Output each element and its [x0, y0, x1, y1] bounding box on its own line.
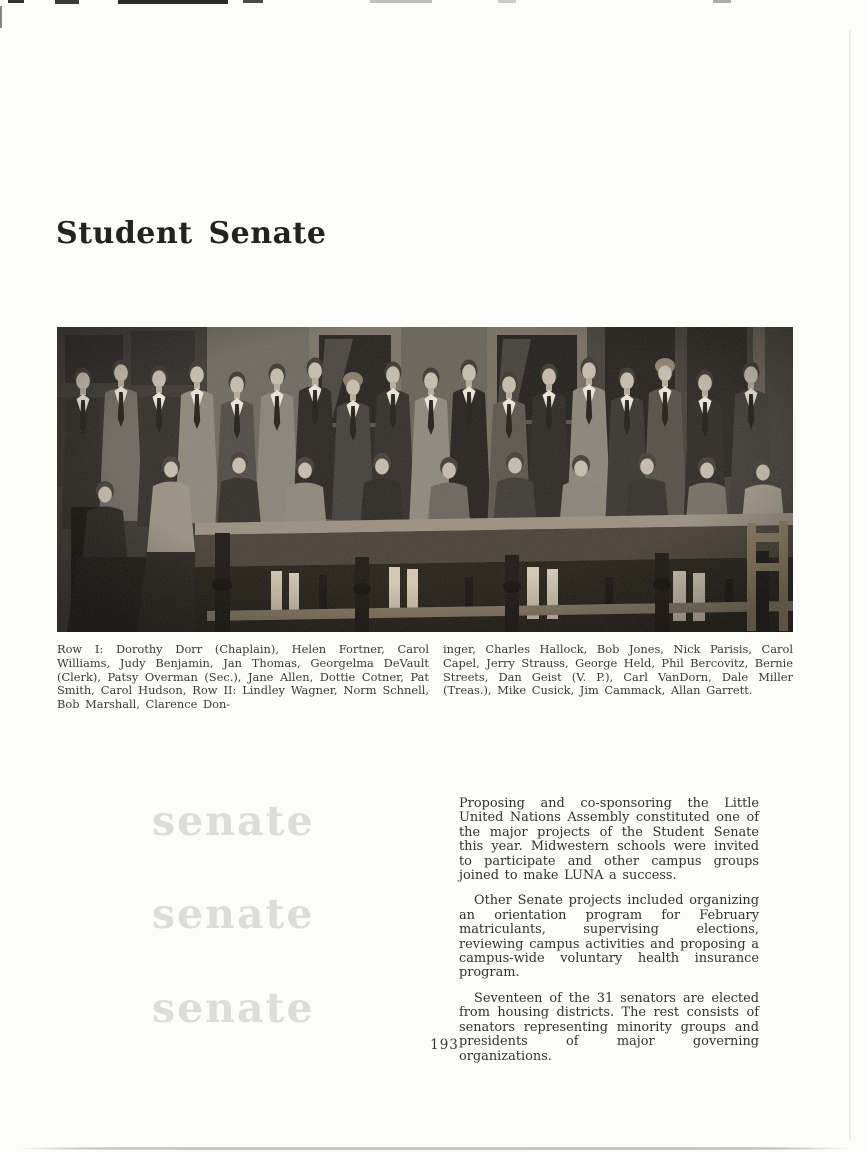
scan-artifact	[118, 0, 228, 4]
body-paragraph-senators: Seventeen of the 31 senators are elected from housing districts. The rest consists of senators representing minority groups and presidents of major governing organizations.	[459, 990, 759, 1064]
scan-artifact	[713, 0, 731, 3]
page-edge-shadow	[14, 1147, 854, 1150]
scan-artifact	[498, 0, 516, 3]
body-text-column	[459, 797, 759, 1075]
watermark-senate-1: senate	[152, 797, 315, 845]
page-number: 193	[430, 1037, 459, 1053]
scan-artifact	[0, 6, 2, 28]
watermark-senate-3: senate	[152, 984, 315, 1032]
group-photo	[57, 327, 793, 632]
scan-artifact	[243, 0, 263, 3]
body-paragraph-projects: Other Senate projects included organizing an orientation program for February matriculants, supervising elections, reviewing campus activities and proposing a campus-wide voluntary health insurance program.	[459, 893, 759, 981]
group-photo-illustration	[57, 327, 793, 632]
page-title: Student Senate	[56, 216, 327, 251]
caption-right-column: inger, Charles Hallock, Bob Jones, Nick Parisis, Carol Capel, Jerry Strauss, George Held, Phil Bercovitz, Bernie Streets, Dan Geist (V. P.), Carl VanDorn, Dale Miller (Treas.), Mike Cusick, Jim Cammack, Allan Garrett.	[443, 642, 793, 698]
page-edge-shadow	[849, 30, 851, 1140]
scan-artifact	[8, 0, 24, 3]
watermark-senate-2: senate	[152, 890, 315, 938]
body-paragraph-luna: Proposing and co-sponsoring the Little United Nations Assembly constituted one of the major projects of the Student Senate this year. Midwestern schools were invited to participate and other campus groups joined to make LUNA a success.	[459, 796, 759, 884]
scan-artifact	[55, 0, 79, 4]
scan-artifact	[370, 0, 432, 3]
caption-left-column: Row I: Dorothy Dorr (Chaplain), Helen Fortner, Carol Williams, Judy Benjamin, Jan Thomas, Georgelma DeVault (Clerk), Patsy Overman (Sec.), Jane Allen, Dottie Cotner, Pat Smith, Carol Hudson, Row II: Lindley Wagner, Norm Schnell, Bob Marshall, Clarence Don-	[57, 642, 429, 712]
